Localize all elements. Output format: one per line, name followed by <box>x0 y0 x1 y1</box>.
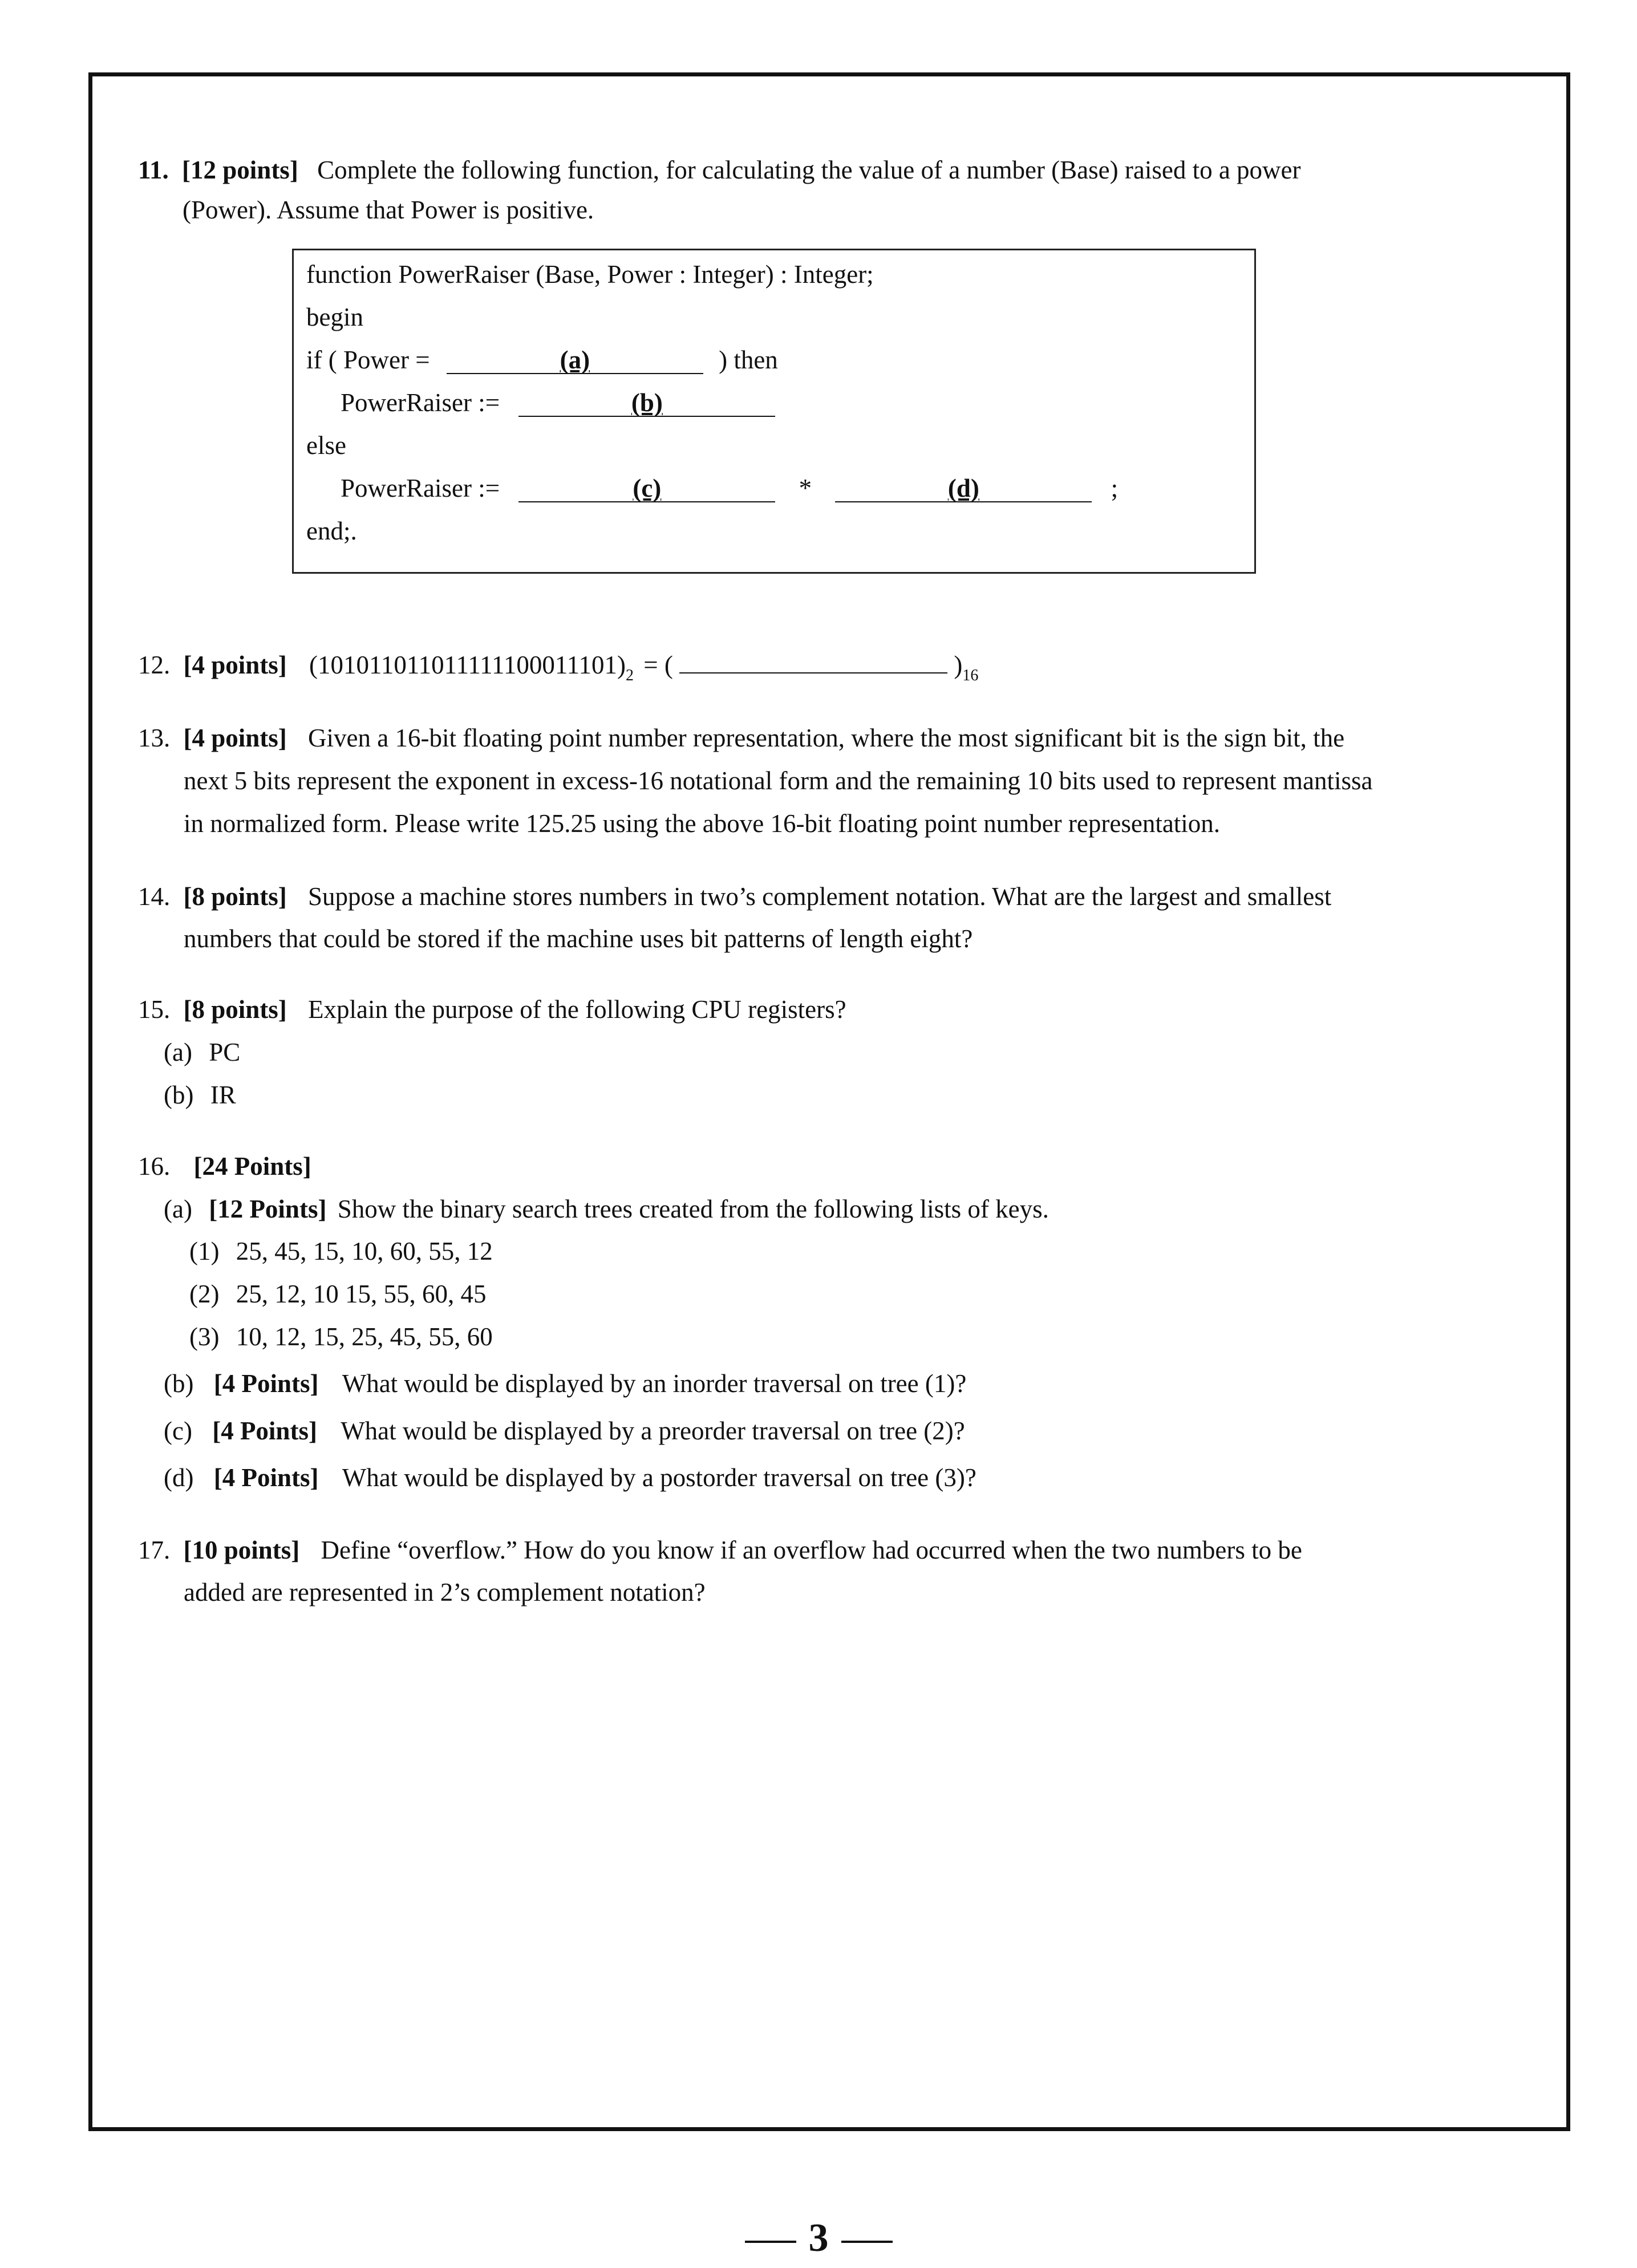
code-if-line <box>306 347 778 374</box>
question-11-line-1 <box>138 157 1301 183</box>
question-11-line-2 <box>183 197 594 223</box>
list-label: (1) <box>189 1237 220 1265</box>
list-text: 10, 12, 15, 25, 45, 55, 60 <box>236 1322 493 1351</box>
part-text: What would be displayed by a postorder traversal on tree (3)? <box>342 1463 976 1492</box>
blank-c-label: (c) <box>633 474 662 502</box>
item-text: IR <box>210 1081 236 1109</box>
question-number: 12. <box>138 651 171 679</box>
part-points: [12 Points] <box>209 1195 327 1223</box>
code-if-suffix: ) then <box>719 346 778 374</box>
register-item-pc <box>164 1040 240 1065</box>
list-label: (3) <box>189 1322 220 1351</box>
blank-b-label: (b) <box>631 388 663 417</box>
question-14-line-2: numbers that could be stored if the machine uses bit patterns of length eight? <box>184 924 973 953</box>
question-text: Given a 16-bit floating point number representation, where the most significant bit is the sign bit, the <box>308 724 1345 752</box>
blank-a-label: (a) <box>560 346 590 374</box>
question-16c-line <box>164 1418 965 1444</box>
question-number: 16. <box>138 1152 171 1180</box>
question-points: [4 points] <box>183 724 287 752</box>
item-text: PC <box>209 1038 241 1066</box>
page-number: 3 <box>808 2216 829 2260</box>
code-assign-1 <box>341 390 775 417</box>
blank-c[interactable] <box>518 476 775 502</box>
exam-content <box>92 76 1566 2127</box>
blank-a[interactable] <box>447 347 703 374</box>
code-end: end;. <box>306 517 357 545</box>
exam-page-frame <box>88 72 1570 2131</box>
blank-d-label: (d) <box>947 474 979 502</box>
question-number: 11. <box>138 156 169 184</box>
hex-answer-blank[interactable] <box>679 651 947 673</box>
question-17-line-2: added are represented in 2’s complement notation? <box>184 1578 706 1606</box>
question-points: [24 Points] <box>193 1152 311 1180</box>
part-text: Show the binary search trees created from the following lists of keys. <box>337 1195 1049 1223</box>
right-dash <box>841 2241 893 2243</box>
question-text: Complete the following function, for calculating the value of a number (Base) raised to a power <box>317 156 1301 184</box>
blank-d[interactable] <box>835 476 1092 502</box>
question-16-line <box>138 1154 311 1179</box>
question-text: Define “overflow.” How do you know if an overflow had occurred when the two numbers to be <box>321 1536 1302 1564</box>
code-times: * <box>799 474 812 502</box>
question-13-line-2: next 5 bits represent the exponent in excess-16 notational form and the remaining 10 bits used to represent mantissa <box>184 766 1373 795</box>
part-label: (b) <box>164 1369 194 1398</box>
code-assign-label: PowerRaiser := <box>341 474 500 502</box>
code-box <box>292 249 1256 574</box>
question-13-line-3: in normalized form. Please write 125.25 using the above 16-bit floating point number representation. <box>184 809 1221 838</box>
question-points: [10 points] <box>183 1536 300 1564</box>
key-list-3 <box>189 1324 493 1350</box>
question-points: [8 points] <box>183 995 287 1024</box>
part-label: (d) <box>164 1463 194 1492</box>
question-points: [12 points] <box>182 156 298 184</box>
code-begin: begin <box>306 303 363 331</box>
question-text: Suppose a machine stores numbers in two’s complement notation. What are the largest and smallest <box>308 882 1332 911</box>
base-16-subscript: 16 <box>962 667 979 684</box>
question-number: 17. <box>138 1536 171 1564</box>
question-15-line <box>138 997 846 1023</box>
part-text: What would be displayed by an inorder traversal on tree (1)? <box>342 1369 967 1398</box>
list-text: 25, 45, 15, 10, 60, 55, 12 <box>236 1237 493 1265</box>
question-points: [4 points] <box>183 651 287 679</box>
part-points: [4 Points] <box>213 1463 319 1492</box>
item-label: (b) <box>164 1081 194 1109</box>
part-points: [4 Points] <box>213 1369 319 1398</box>
code-assign-2 <box>341 476 1118 502</box>
key-list-2 <box>189 1281 486 1307</box>
part-label: (c) <box>164 1417 192 1445</box>
code-semicolon: ; <box>1111 474 1119 502</box>
code-if-prefix: if ( Power = <box>306 346 430 374</box>
part-text: What would be displayed by a preorder traversal on tree (2)? <box>341 1417 965 1445</box>
question-text: Explain the purpose of the following CPU registers? <box>308 995 846 1024</box>
left-dash <box>745 2241 796 2243</box>
question-13-line-1 <box>138 725 1344 751</box>
item-label: (a) <box>164 1038 192 1066</box>
part-label: (a) <box>164 1195 192 1223</box>
register-item-ir <box>164 1082 236 1108</box>
list-text: 25, 12, 10 15, 55, 60, 45 <box>236 1280 487 1308</box>
code-assign-label: PowerRaiser := <box>341 388 500 417</box>
question-number: 14. <box>138 882 171 911</box>
code-else: else <box>306 431 346 460</box>
question-16b-line <box>164 1371 966 1397</box>
binary-number: (101011011011111100011101) <box>309 651 626 679</box>
question-17-line-1 <box>138 1537 1302 1563</box>
blank-b[interactable] <box>518 390 775 417</box>
question-14-line-1 <box>138 884 1331 910</box>
question-text: (Power). Assume that Power is positive. <box>183 196 594 224</box>
list-label: (2) <box>189 1280 220 1308</box>
code-header: function PowerRaiser (Base, Power : Integer) : Integer; <box>306 260 874 289</box>
question-number: 13. <box>138 724 171 752</box>
question-16d-line <box>164 1465 976 1491</box>
base-2-subscript: 2 <box>625 667 634 684</box>
equals-paren: = ( <box>643 651 673 679</box>
question-16a-line <box>164 1196 1049 1222</box>
close-paren: ) <box>954 651 963 679</box>
question-number: 15. <box>138 995 171 1024</box>
key-list-1 <box>189 1239 493 1264</box>
page-number-footer <box>0 2216 1637 2261</box>
question-points: [8 points] <box>183 882 287 911</box>
part-points: [4 Points] <box>212 1417 317 1445</box>
question-12-line <box>138 651 979 684</box>
